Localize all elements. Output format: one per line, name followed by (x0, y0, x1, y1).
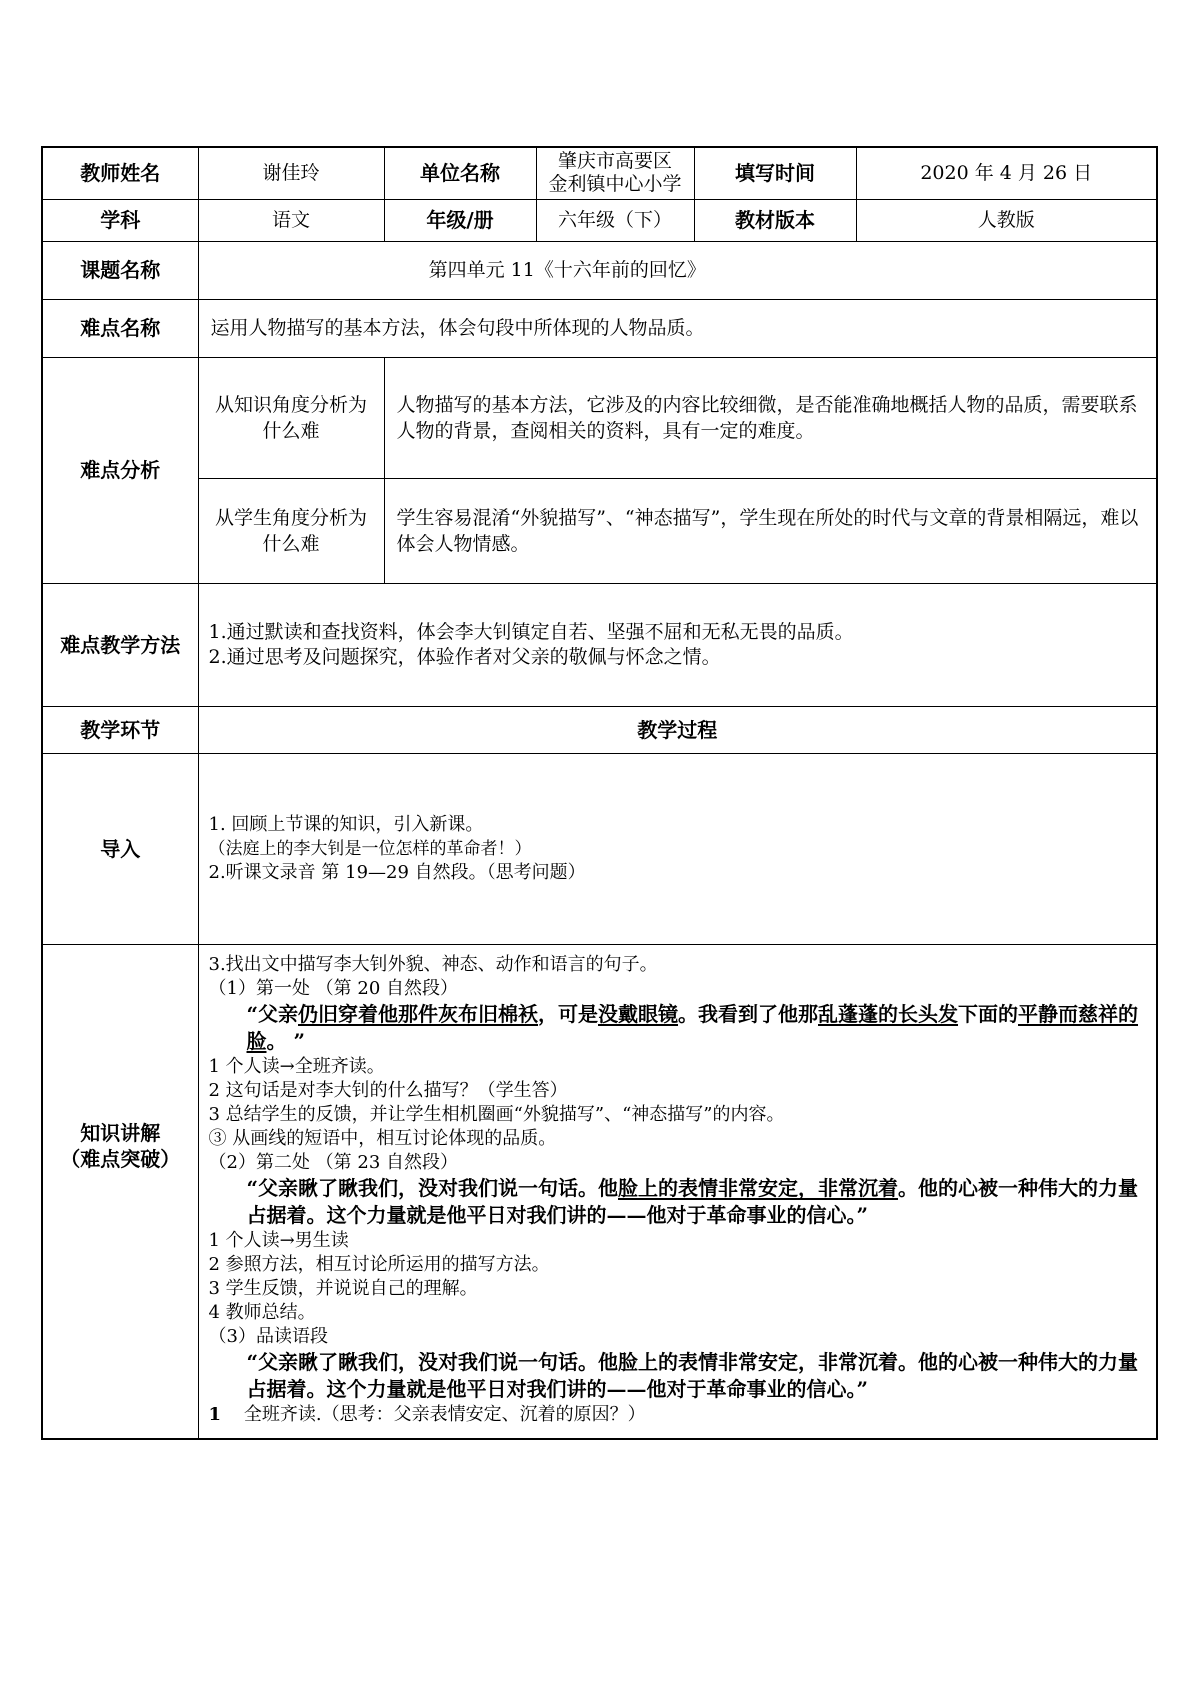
knowledge-label-line2: （难点突破） (60, 1147, 181, 1172)
k-line-16-num: 1 (208, 1403, 222, 1425)
topic-value: 第四单元 11《十六年前的回忆》 (198, 241, 1157, 299)
date-label: 填写时间 (694, 147, 856, 199)
edition-value: 人教版 (856, 199, 1157, 241)
method-text (198, 583, 1157, 706)
method-line-1: 1.通过默读和查找资料，体会李大钊镇定自若、坚强不屈和无私无畏的品质。 (208, 620, 854, 643)
k-line-13: 4 教师总结。 (208, 1301, 316, 1323)
edition-label: 教材版本 (694, 199, 856, 241)
k-line-11: 2 参照方法，相互讨论所运用的描写方法。 (208, 1253, 550, 1275)
row-analysis-knowledge (42, 357, 1157, 478)
knowledge-angle-label: 从知识角度分析为什么难 (198, 357, 384, 478)
analysis-label: 难点分析 (42, 357, 198, 583)
row-method (42, 583, 1157, 706)
stage-header: 教学环节 (42, 706, 198, 753)
difficulty-value: 运用人物描写的基本方法，体会句段中所体现的人物品质。 (198, 299, 1157, 357)
k-line-07: ③ 从画线的短语中，相互讨论体现的品质。 (208, 1127, 557, 1149)
k-line-06: 3 总结学生的反馈，并让学生相机圈画“外貌描写”、“神态描写”的内容。 (208, 1103, 785, 1125)
intro-line-3: 2.听课文录音 第 19—29 自然段。（思考问题） (208, 861, 586, 883)
row-process-header (42, 706, 1157, 753)
k-quote-3: “父亲瞅了瞅我们，没对我们说一句话。他脸上的表情非常安定，非常沉着。他的心被一种伟大的力量占据着。这个力量就是他平日对我们讲的——他对于革命事业的信心。” (246, 1349, 1139, 1401)
row-analysis-student (42, 478, 1157, 583)
knowledge-angle-text: 人物描写的基本方法，它涉及的内容比较细微，是否能准确地概括人物的品质，需要联系人物的背景，查阅相关的资料，具有一定的难度。 (384, 357, 1157, 478)
student-angle-label: 从学生角度分析为什么难 (198, 478, 384, 583)
row-topic (42, 241, 1157, 299)
k-q1-underline-3: 乱蓬蓬的长头发 (818, 1001, 959, 1026)
method-line-2: 2.通过思考及问题探究，体验作者对父亲的敬佩与怀念之情。 (208, 645, 721, 668)
row-subject (42, 199, 1157, 241)
k-line-16-text: 全班齐读.（思考：父亲表情安定、沉着的原因？） (243, 1403, 646, 1425)
k-q1-mid-3: 下面的 (958, 1001, 1019, 1026)
row-intro (42, 753, 1157, 944)
k-line-14: （3）品读语段 (208, 1325, 328, 1347)
k-line-16 (209, 1403, 1147, 1427)
unit-value-line2: 金利镇中心小学 (548, 173, 682, 196)
k-line-08: （2）第二处 （第 23 自然段） (208, 1151, 459, 1173)
k-q2-close: 。他的心被一种伟大的力量占据着。这个力量就是他平日对我们讲的——他对于革命事业的信心。” (246, 1175, 1139, 1227)
knowledge-label-line1: 知识讲解 (80, 1121, 161, 1146)
k-q1-mid-1: ，可是 (538, 1001, 599, 1026)
row-knowledge (42, 944, 1157, 1439)
unit-value (536, 147, 694, 199)
k-q2-underline-1: 脸上的表情非常安定，非常沉着 (618, 1175, 899, 1200)
k-q1-close: 。 ” (266, 1028, 305, 1053)
teacher-label: 教师姓名 (42, 147, 198, 199)
k-line-12: 3 学生反馈，并说说自己的理解。 (208, 1277, 478, 1299)
k-q1-underline-1: 仍旧穿着他那件灰布旧棉袄 (298, 1001, 539, 1026)
knowledge-text (198, 944, 1157, 1439)
k-q1-open: “父亲 (246, 1001, 299, 1026)
k-line-04: 1 个人读→全班齐读。 (208, 1055, 385, 1077)
student-angle-text: 学生容易混淆“外貌描写”、“神态描写”，学生现在所处的时代与文章的背景相隔远，难以体会人物情感。 (384, 478, 1157, 583)
k-line-02: （1）第一处 （第 20 自然段） (208, 977, 459, 999)
grade-label: 年级/册 (384, 199, 536, 241)
row-difficulty (42, 299, 1157, 357)
subject-label: 学科 (42, 199, 198, 241)
k-q1-underline-2: 没戴眼镜 (598, 1001, 679, 1026)
intro-line-1: 1. 回顾上节课的知识，引入新课。 (208, 813, 484, 835)
unit-value-line1: 肇庆市高要区 (557, 150, 672, 173)
intro-text (198, 753, 1157, 944)
subject-value: 语文 (198, 199, 384, 241)
row-teacher (42, 147, 1157, 199)
grade-value: 六年级（下） (536, 199, 694, 241)
k-q1-mid-2: 。我看到了他那 (678, 1001, 819, 1026)
k-q1-underline-4: 平静而慈祥的脸 (246, 1001, 1139, 1053)
k-line-01: 3.找出文中描写李大钊外貌、神态、动作和语言的句子。 (208, 953, 658, 975)
knowledge-label (42, 944, 198, 1439)
lesson-plan-table (41, 146, 1158, 1440)
process-header: 教学过程 (198, 706, 1157, 753)
topic-label: 课题名称 (42, 241, 198, 299)
k-quote-1 (209, 1001, 1147, 1055)
k-line-10: 1 个人读→男生读 (208, 1229, 349, 1251)
intro-label: 导入 (42, 753, 198, 944)
date-value: 2020 年 4 月 26 日 (856, 147, 1157, 199)
difficulty-label: 难点名称 (42, 299, 198, 357)
k-quote-2 (209, 1175, 1147, 1229)
teacher-value: 谢佳玲 (198, 147, 384, 199)
unit-label: 单位名称 (384, 147, 536, 199)
intro-line-2: （法庭上的李大钊是一位怎样的革命者！） (208, 838, 532, 859)
method-label: 难点教学方法 (42, 583, 198, 706)
k-q2-open: “父亲瞅了瞅我们，没对我们说一句话。他 (246, 1175, 619, 1200)
k-line-05: 2 这句话是对李大钊的什么描写？（学生答） (208, 1079, 568, 1101)
